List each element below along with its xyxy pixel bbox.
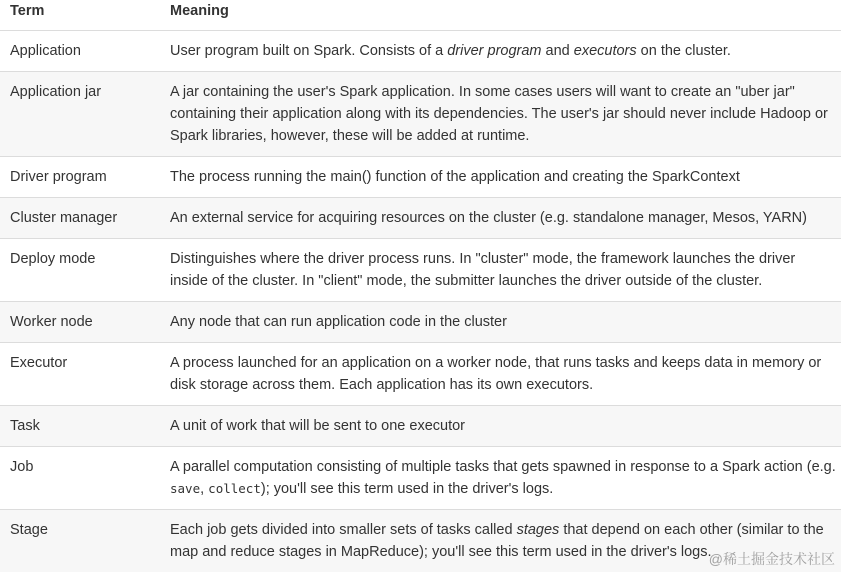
meaning-text: A jar containing the user's Spark application. In some cases users will want to create an "uber jar" containing their application along with its dependencies. The user's jar should never include Hadoop or Spark libraries, however, these will be added at runtime.: [170, 84, 828, 144]
meaning-text: User program built on Spark. Consists of a: [170, 43, 448, 59]
meaning-text: ); you'll see this term used in the driver's logs.: [260, 481, 554, 497]
meaning-text: and: [541, 43, 574, 59]
meaning-cell: [160, 343, 841, 406]
meaning-cell: [160, 31, 841, 72]
term-cell: Job: [0, 447, 160, 510]
meaning-cell: [160, 406, 841, 447]
term-cell: Driver program: [0, 157, 160, 198]
table-row: [0, 157, 841, 198]
meaning-cell: [160, 72, 841, 157]
meaning-text: A unit of work that will be sent to one executor: [170, 418, 465, 434]
emphasis-text: executors: [573, 43, 637, 59]
table-row: [0, 198, 841, 239]
term-cell: Application jar: [0, 72, 160, 157]
term-cell: Cluster manager: [0, 198, 160, 239]
table-header: [0, 0, 841, 31]
meaning-cell: [160, 198, 841, 239]
meaning-text: Any node that can run application code in the cluster: [170, 314, 507, 330]
table-row: [0, 31, 841, 72]
header-term: Term: [0, 0, 160, 31]
term-cell: Executor: [0, 343, 160, 406]
meaning-text: on the cluster.: [636, 43, 731, 59]
meaning-cell: [160, 447, 841, 510]
table-row: [0, 343, 841, 406]
emphasis-text: driver program: [447, 43, 542, 59]
table-body: [0, 31, 841, 573]
meaning-text: ,: [200, 481, 209, 497]
term-cell: Application: [0, 31, 160, 72]
header-row: [0, 0, 841, 31]
watermark-text: @稀土掘金技术社区: [708, 551, 835, 567]
term-cell: Worker node: [0, 302, 160, 343]
table-row: [0, 72, 841, 157]
meaning-text: A process launched for an application on a worker node, that runs tasks and keeps data in memory or disk storage across them. Each application has its own executors.: [170, 355, 822, 393]
meaning-text: Distinguishes where the driver process runs. In "cluster" mode, the framework launches the driver inside of the cluster. In "client" mode, the submitter launches the driver outside of the cluster.: [170, 251, 796, 289]
meaning-text: An external service for acquiring resources on the cluster (e.g. standalone manager, Mesos, YARN): [170, 210, 807, 226]
meaning-text: A parallel computation consisting of multiple tasks that gets spawned in response to a Spark action (e.g.: [170, 459, 836, 475]
meaning-text: The process running the main() function of the application and creating the SparkContext: [170, 169, 740, 185]
term-cell: Task: [0, 406, 160, 447]
table-row: [0, 239, 841, 302]
term-cell: Stage: [0, 510, 160, 573]
term-cell: Deploy mode: [0, 239, 160, 302]
meaning-text: that depend on each other (similar to the map and reduce stages in MapReduce); you'll see this term used in the driver's logs.: [170, 522, 824, 560]
meaning-cell: [160, 302, 841, 343]
meaning-cell: [160, 157, 841, 198]
header-meaning: Meaning: [160, 0, 841, 31]
meaning-cell: [160, 239, 841, 302]
table-row: [0, 406, 841, 447]
inline-code: collect: [208, 481, 261, 496]
emphasis-text: stages: [516, 522, 560, 538]
inline-code: save: [170, 481, 201, 496]
meaning-text: Each job gets divided into smaller sets of tasks called: [170, 522, 517, 538]
table-row: [0, 302, 841, 343]
table-row: [0, 447, 841, 510]
